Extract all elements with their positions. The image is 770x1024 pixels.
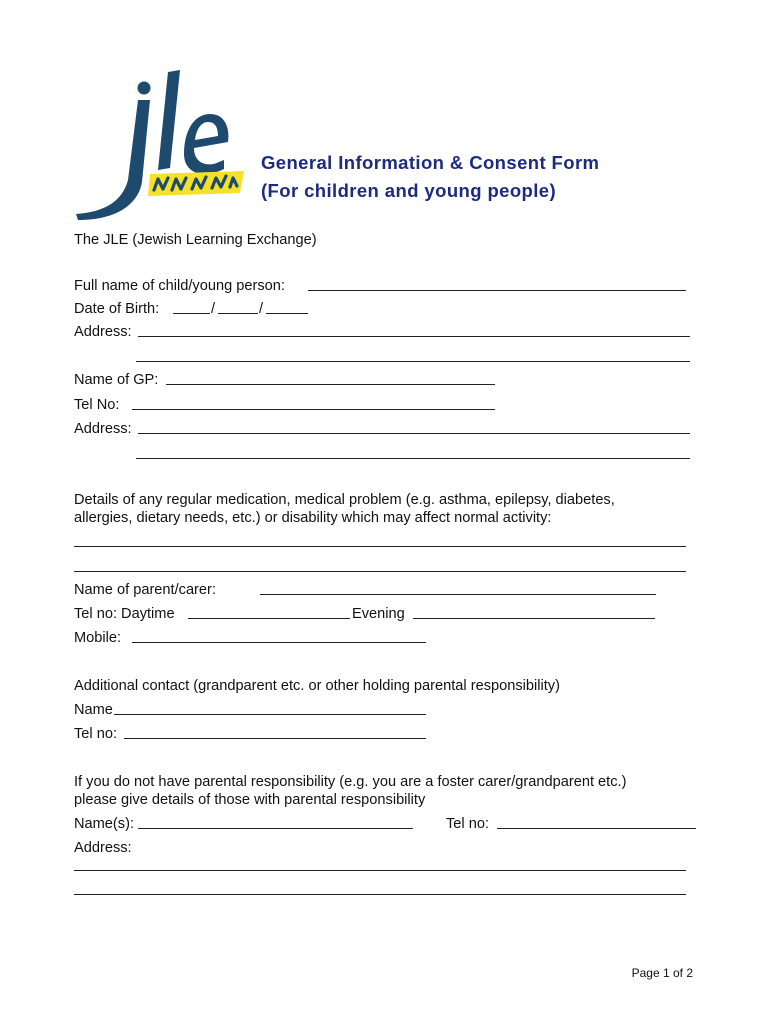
medical-details-field-line1[interactable] [74, 546, 686, 547]
responsible-names-field[interactable] [138, 828, 413, 829]
medical-details-text-line2: allergies, dietary needs, etc.) or disability which may affect normal activity: [74, 510, 552, 526]
jle-logo [72, 70, 248, 222]
gp-tel-field[interactable] [132, 409, 495, 410]
parent-mobile-field[interactable] [132, 642, 426, 643]
no-responsibility-text-line1: If you do not have parental responsibility (e.g. you are a foster carer/grandparent etc.) [74, 774, 627, 790]
additional-name-label: Name [74, 702, 113, 718]
dob-year-field[interactable] [266, 313, 308, 314]
parent-name-label: Name of parent/carer: [74, 582, 216, 598]
medical-details-field-line2[interactable] [74, 571, 686, 572]
address-field-line2[interactable] [136, 361, 690, 362]
form-title-line1: General Information & Consent Form [261, 152, 600, 173]
additional-contact-heading: Additional contact (grandparent etc. or other holding parental responsibility) [74, 678, 560, 694]
dob-label: Date of Birth: [74, 301, 160, 317]
gp-address-field-line2[interactable] [136, 458, 690, 459]
medical-details-text-line1: Details of any regular medication, medical problem (e.g. asthma, epilepsy, diabetes, [74, 492, 615, 508]
dob-month-field[interactable] [218, 313, 258, 314]
address-label: Address: [74, 324, 132, 340]
form-title [261, 149, 599, 205]
responsible-address-label: Address: [74, 840, 132, 856]
gp-address-label: Address: [74, 421, 132, 437]
page-number: Page 1 of 2 [631, 966, 693, 980]
parent-tel-day-field[interactable] [188, 618, 350, 619]
parent-tel-day-label: Tel no: Daytime [74, 606, 175, 622]
parent-name-field[interactable] [260, 594, 656, 595]
dob-separator-2: / [259, 301, 264, 317]
address-field-line1[interactable] [138, 336, 690, 337]
additional-name-field[interactable] [114, 714, 426, 715]
form-title-line2: (For children and young people) [261, 180, 557, 201]
parent-tel-evening-label: Evening [352, 606, 405, 622]
gp-tel-label: Tel No: [74, 397, 120, 413]
gp-name-label: Name of GP: [74, 372, 159, 388]
no-responsibility-text-line2: please give details of those with parental responsibility [74, 792, 426, 808]
parent-mobile-label: Mobile: [74, 630, 122, 646]
responsible-names-label: Name(s): [74, 816, 134, 832]
child-name-label: Full name of child/young person: [74, 278, 285, 294]
gp-address-field-line1[interactable] [138, 433, 690, 434]
responsible-address-field-line2[interactable] [74, 894, 686, 895]
additional-tel-label: Tel no: [74, 726, 117, 742]
responsible-address-field-line1[interactable] [74, 870, 686, 871]
dob-separator-1: / [211, 301, 216, 317]
responsible-tel-label: Tel no: [446, 816, 489, 832]
dob-day-field[interactable] [173, 313, 210, 314]
parent-tel-evening-field[interactable] [413, 618, 655, 619]
child-name-field[interactable] [308, 290, 686, 291]
additional-tel-field[interactable] [124, 738, 426, 739]
gp-name-field[interactable] [166, 384, 495, 385]
responsible-tel-field[interactable] [497, 828, 696, 829]
organisation-name: The JLE (Jewish Learning Exchange) [74, 232, 317, 248]
